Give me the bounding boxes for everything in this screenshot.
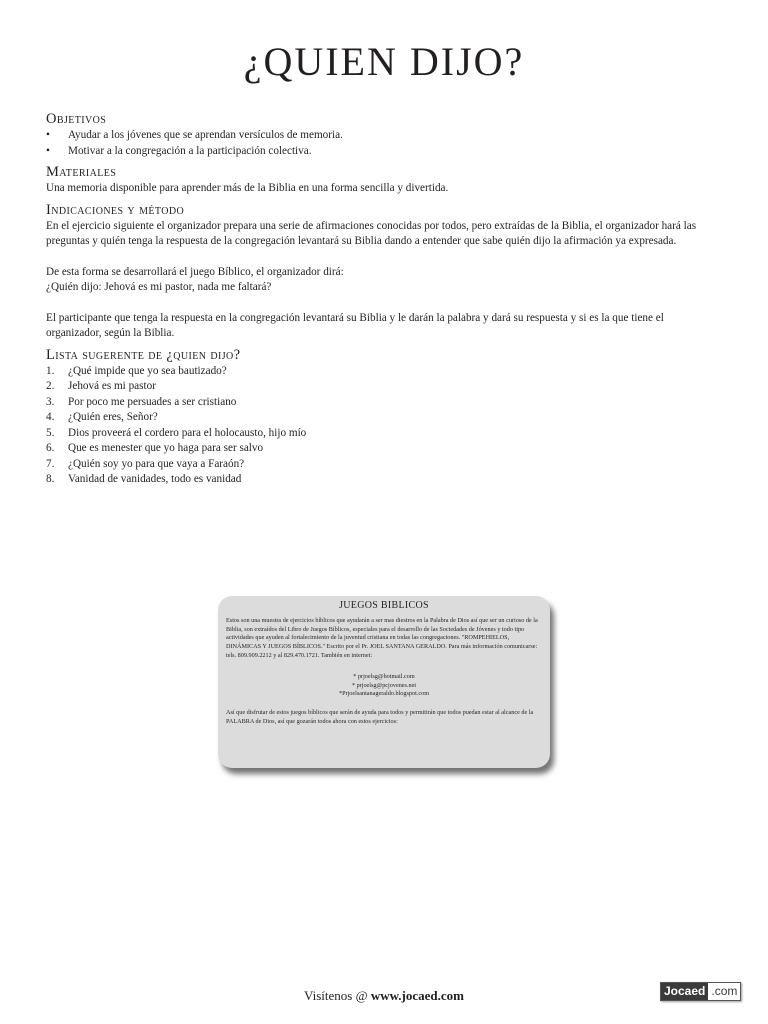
footer [0, 988, 768, 1004]
item-text: Dios proveerá el cordero para el holocausto, hijo mío [68, 426, 307, 439]
materiales-heading: Materiales [46, 164, 117, 180]
indicaciones-paragraph-1: En el ejercicio siguiente el organizador prepara una serie de afirmaciones conocidas por todos, pero extraídas de la Biblia, el organizador hará las preguntas y quién tenga la respuesta de la congregación levantará su Biblia dando a entender que sabe quién dijo la afirmación ya expresada. [46, 219, 697, 247]
objetivos-section [46, 110, 716, 159]
item-number: 1. [46, 364, 55, 377]
contact-email-1: * prjoelsg@hotmail.com [353, 672, 415, 680]
indicaciones-paragraph-3: El participante que tenga la respuesta en la congregación levantará su Biblia y le darán la palabra y dará su respuesta y si es la que tiene el organizador, según la Biblia. [46, 311, 664, 339]
contact-email-2: * prjoelsg@pcjovenes.net [351, 681, 417, 689]
info-box-contacts [226, 673, 542, 699]
list-item [46, 441, 716, 457]
document-body [46, 110, 716, 492]
item-text: ¿Quién eres, Señor? [68, 411, 158, 423]
materiales-text: Una memoria disponible para aprender más de la Biblia en una forma sencilla y divertida. [46, 182, 449, 194]
list-item [46, 426, 716, 442]
bullet-marker: • [46, 144, 50, 157]
lista-section [46, 346, 716, 488]
lista-heading: Lista sugerente de ¿quien dijo? [46, 346, 241, 363]
item-number: 2. [46, 380, 55, 392]
info-box-title: JUEGOS BIBLICOS [339, 600, 429, 611]
indicaciones-paragraph-2-line-1: De esta forma se desarrollará el juego Bíblico, el organizador dirá: [46, 265, 344, 278]
bullet-marker: • [46, 129, 50, 141]
footer-prefix: Visítenos @ [304, 988, 371, 1003]
list-item [46, 395, 716, 411]
item-number: 4. [46, 411, 55, 423]
objetivo-text: Motivar a la congregación a la participación colectiva. [68, 144, 312, 157]
item-text: Jehová es mi pastor [68, 380, 156, 392]
list-item [46, 144, 716, 160]
objetivos-list [46, 128, 716, 159]
list-item [46, 472, 716, 488]
lista-items [46, 364, 716, 488]
indicaciones-section [46, 201, 716, 342]
list-item [46, 457, 716, 473]
list-item [46, 410, 716, 426]
item-number: 3. [46, 395, 55, 408]
item-text: Que es menester que yo haga para ser salvo [68, 442, 264, 454]
objetivos-heading: Objetivos [46, 111, 107, 127]
item-number: 6. [46, 442, 55, 454]
item-text: ¿Quién soy yo para que vaya a Faraón? [68, 457, 245, 470]
info-box-paragraph-2: Así que disfrutar de estos juegos bíblicos que serán de ayuda para todos y permitirán que todos puedan estar al alcance de la PALABRA de Dios, así que gozarán todos ahora con estos ejercicios: [226, 709, 534, 725]
indicaciones-heading: Indicaciones y método [46, 201, 185, 218]
footer-url-link[interactable]: www.jocaed.com [370, 988, 464, 1003]
contact-blog: *Prjoelsantanageraldo.blogspot.com [338, 690, 430, 698]
objetivo-text: Ayudar a los jóvenes que se aprendan versículos de memoria. [68, 129, 343, 141]
list-item [46, 364, 716, 380]
indicaciones-paragraph-2-line-2: ¿Quién dijo: Jehová es mi pastor, nada me faltará? [46, 281, 272, 293]
item-number: 7. [46, 457, 55, 470]
logo-light-part: .com [708, 983, 740, 1000]
info-box [218, 596, 550, 768]
item-text: ¿Qué impide que yo sea bautizado? [68, 364, 227, 377]
logo-dark-part: Jocaed [661, 983, 708, 1000]
page-title: ¿QUIEN DIJO? [243, 39, 525, 84]
item-number: 5. [46, 426, 55, 439]
materiales-section [46, 163, 716, 197]
list-item [46, 128, 716, 144]
item-text: Por poco me persuades a ser cristiano [68, 395, 237, 408]
info-box-paragraph-1: Estos son una muestra de ejercicios bíblicos que ayudarán a ser mas diestros en la Palabra de Dios así que ser un curioso de la Biblia, son extraídos del Libro de Juegos Bíblicos, especiales para el desarrollo de las Sociedades de Jóvenes y todo tipo actividades que ayuden al fortalecimiento de la juventud cristiana en todas las congregaciones. "ROMPEHIELOS, DINÁMICAS Y JUEGOS BÍBLICOS." Escrito por el Pr. JOEL SANTANA GERALDO. Para más información comunicarse: tels. 809.909.2212 y al 829.470.1721. También en internet: [226, 616, 538, 659]
item-number: 8. [46, 473, 55, 485]
jocaed-logo[interactable] [660, 982, 741, 1001]
list-item [46, 379, 716, 395]
item-text: Vanidad de vanidades, todo es vanidad [68, 473, 242, 485]
